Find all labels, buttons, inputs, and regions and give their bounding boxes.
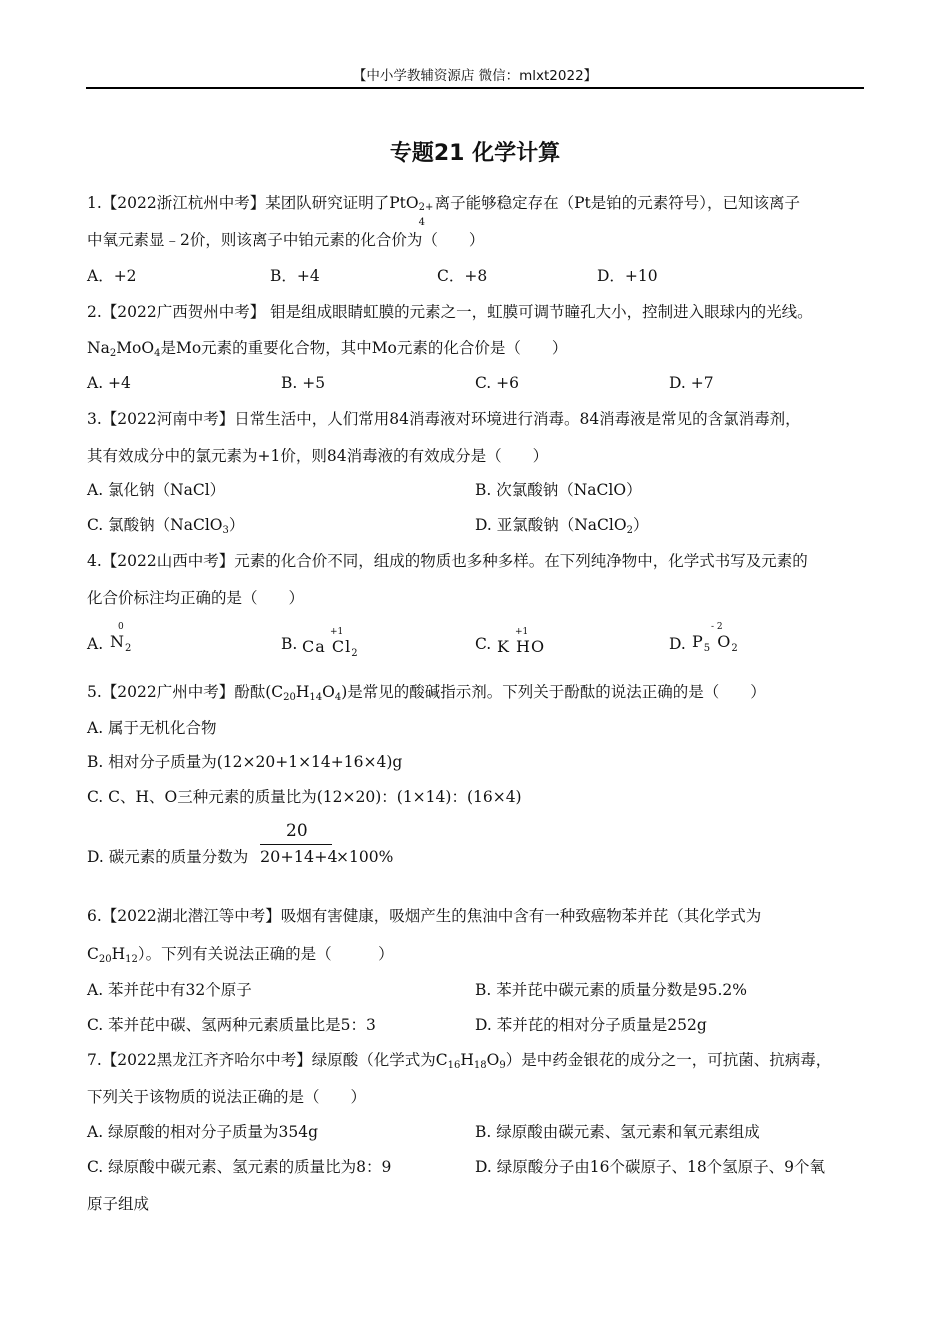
q1-option-c: C．+8	[437, 267, 488, 285]
q4-option-d-valence: - 2	[711, 622, 723, 632]
question-2-line-1: 2.【2022广西贺州中考】 钼是组成眼睛虹膜的元素之一，虹膜可调节瞳孔大小，控制进入眼球内的光线。	[87, 303, 813, 321]
q6-option-d: D. 苯并芘的相对分子质量是252g	[475, 1016, 707, 1034]
question-1-line-1: 1.【2022浙江杭州中考】某团队研究证明了PtO 2+ 4 离子能够稳定存在（Pt是铂的元素符号），已知该离子	[87, 194, 801, 228]
q3-option-c: C. 氯酸钠（NaClO$_3$）	[87, 516, 245, 536]
header-divider	[86, 87, 864, 89]
fraction-numerator: 20	[286, 821, 308, 841]
q2-option-c: C. +6	[475, 374, 520, 392]
q6-option-b: B. 苯并芘中碳元素的质量分数是95.2%	[475, 981, 747, 999]
question-2-line-2: $Na_2MoO_4$是Mo元素的重要化合物，其中Mo元素的化合价是（ ）	[87, 339, 568, 359]
question-1-line-2: 中氧元素显﹣2价，则该离子中铂元素的化合价为（ ）	[87, 231, 485, 249]
q4-option-c-valence: +1	[515, 627, 529, 637]
q5-option-b: B. 相对分子质量为(12×20+1×14+16×4)g	[87, 753, 403, 771]
q4-option-a-valence: 0	[118, 622, 124, 632]
question-7-line-1: 7.【2022黑龙江齐齐哈尔中考】绿原酸（化学式为$C_{16}H_{18}O_9$）是中药金银花的成分之一，可抗菌、抗病毒，	[87, 1051, 832, 1071]
q4-option-b-formula: Ca $Cl_2$	[302, 637, 359, 659]
q2-option-b: B. +5	[281, 374, 326, 392]
question-6-line-1: 6.【2022湖北潜江等中考】吸烟有害健康，吸烟产生的焦油中含有一种致癌物苯并芘（其化学式为	[87, 907, 762, 925]
q2-option-a: A. +4	[87, 374, 131, 392]
page-header: 【中小学教辅资源店 微信：mlxt2022】	[352, 68, 598, 84]
question-4-line-2: 化合价标注均正确的是（ ）	[87, 589, 305, 607]
q4-option-a-formula: $N_2$	[110, 632, 133, 654]
q1-option-a: A．+2	[87, 267, 137, 285]
q6-option-a: A. 苯并芘中有32个原子	[87, 981, 252, 999]
question-7-line-2: 下列关于该物质的说法正确的是（ ）	[87, 1088, 367, 1106]
q7-option-d-line-2: 原子组成	[87, 1195, 150, 1213]
q4-option-c-label: C.	[475, 635, 492, 653]
question-5-line-1: 5.【2022广州中考】酚酞$(C_{20}H_{14}O_4)$是常见的酸碱指示剂。下列关于酚酞的说法正确的是（ ）	[87, 683, 766, 703]
question-4-line-1: 4.【2022山西中考】元素的化合价不同，组成的物质也多种多样。在下列纯净物中，化学式书写及元素的	[87, 552, 808, 570]
q3-option-b: B. 次氯酸钠（NaClO）	[475, 481, 642, 499]
fraction-denominator: 20+14+4	[260, 847, 338, 866]
q4-option-c-formula: K HO	[497, 637, 546, 656]
question-3-line-2: 其有效成分中的氯元素为+1价，则84消毒液的有效成分是（ ）	[87, 447, 549, 465]
question-3-line-1: 3.【2022河南中考】日常生活中，人们常用84消毒液对环境进行消毒。84消毒液是常见的含氯消毒剂，	[87, 410, 801, 428]
q7-option-a: A. 绿原酸的相对分子质量为354g	[87, 1123, 319, 1141]
q5-option-d-prefix: D. 碳元素的质量分数为	[87, 848, 249, 866]
q1-option-b: B．+4	[270, 267, 320, 285]
q6-option-c: C. 苯并芘中碳、氢两种元素质量比是5：3	[87, 1016, 376, 1034]
q7-option-b: B. 绿原酸由碳元素、氢元素和氧元素组成	[475, 1123, 760, 1141]
q1-option-d: D．+10	[597, 267, 658, 285]
page-title: 专题21 化学计算	[389, 141, 561, 166]
q4-option-b-valence: +1	[330, 627, 344, 637]
q4-option-b-label: B.	[281, 635, 298, 653]
question-6-line-2: $C_{20}H_{12}$）。下列有关说法正确的是（ ）	[87, 945, 394, 965]
q7-option-d-line-1: D. 绿原酸分子由16个碳原子、18个氢原子、9个氧	[475, 1158, 826, 1176]
q3-option-d: D. 亚氯酸钠（NaClO$_2$）	[475, 516, 649, 536]
q7-option-c: C. 绿原酸中碳元素、氢元素的质量比为8：9	[87, 1158, 392, 1176]
q5-option-c: C. C、H、O三种元素的质量比为(12×20)：(1×14)：(16×4)	[87, 788, 522, 806]
q3-option-a: A. 氯化钠（NaCl）	[87, 481, 226, 499]
q2-option-d: D. +7	[669, 374, 714, 392]
q5-option-a: A. 属于无机化合物	[87, 719, 217, 737]
q4-option-a-label: A.	[87, 635, 104, 653]
q4-option-d-label: D.	[669, 635, 686, 653]
q5-option-d-suffix: ×100%	[336, 848, 394, 866]
fraction-bar	[260, 844, 332, 845]
q4-option-d-formula: $P_5$ $O_2$	[692, 632, 739, 654]
